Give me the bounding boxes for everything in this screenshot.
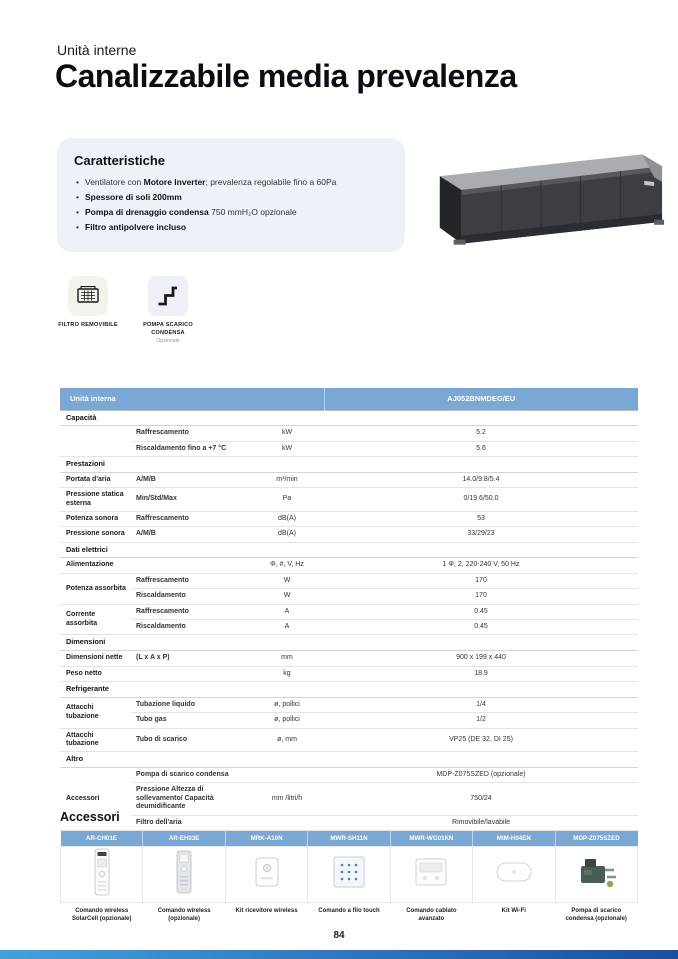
spec-value: Rimovibile/lavabile xyxy=(324,815,638,830)
spec-value: 170 xyxy=(324,589,638,604)
badge-label: POMPA SCARICO CONDENSA xyxy=(143,322,193,337)
accessory-caption: Kit ricevitore wireless xyxy=(235,907,298,914)
accessory-caption: Comando a filo touch xyxy=(318,907,380,914)
spec-group-label: Dimensioni nette xyxy=(60,651,132,666)
spec-row xyxy=(60,472,638,487)
spec-table-body xyxy=(60,410,638,830)
spec-unit: W xyxy=(250,573,324,588)
spec-value: 170 xyxy=(324,573,638,588)
spec-row xyxy=(60,815,638,830)
spec-param-label: Tubo di scarico xyxy=(132,728,250,752)
spec-section-row xyxy=(60,410,638,426)
spec-param-label: Raffrescamento xyxy=(132,511,250,526)
spec-value: VP25 (DE 32, DI 25) xyxy=(324,728,638,752)
accessory-model: MWR-SH11N xyxy=(308,831,390,846)
spec-row xyxy=(60,666,638,681)
spec-section-label: Altro xyxy=(60,752,638,768)
spec-section-label: Prestazioni xyxy=(60,457,638,473)
spec-table xyxy=(60,388,638,831)
accessory-model: MIM-H04EN xyxy=(473,831,555,846)
spec-param-label: Tubazione liquido xyxy=(132,697,250,712)
accessory-model: MDP-Z075SZED xyxy=(555,831,637,846)
spec-param-label: Pompa di scarico condensa xyxy=(132,768,250,783)
accessory-image-row xyxy=(61,846,638,902)
feature-badge xyxy=(137,276,199,344)
feature-badge xyxy=(57,276,119,344)
remote-solarcell-icon xyxy=(61,846,143,902)
spec-param-label: Riscaldamento xyxy=(132,589,250,604)
spec-row xyxy=(60,620,638,635)
spec-section-label: Dimensioni xyxy=(60,635,638,651)
footer-bar xyxy=(0,950,678,959)
spec-param-label: Raffrescamento xyxy=(132,426,250,441)
spec-unit: A xyxy=(250,604,324,619)
spec-section-row xyxy=(60,457,638,473)
spec-section-row xyxy=(60,752,638,768)
spec-param-label: Pressione Altezza di sollevamento/ Capacità deumidificante xyxy=(132,783,250,815)
spec-param-label: Tubo gas xyxy=(132,713,250,728)
spec-group-label: Potenza assorbita xyxy=(60,573,132,604)
spec-header-model: AJ052BNMDEG/EU xyxy=(324,388,638,410)
spec-param-label: Riscaldamento fino a +7 °C xyxy=(132,441,250,456)
spec-row xyxy=(60,783,638,815)
spec-row xyxy=(60,768,638,783)
spec-group-label: Attacchi tubazione xyxy=(60,697,132,728)
drain-pump-icon xyxy=(555,846,637,902)
spec-unit: ø, pollici xyxy=(250,713,324,728)
spec-unit: ø, mm xyxy=(250,728,324,752)
spec-row xyxy=(60,651,638,666)
badge-label: FILTRO REMOVIBILE xyxy=(58,322,118,328)
accessories-heading: Accessori xyxy=(60,810,120,824)
spec-value: 1/2 xyxy=(324,713,638,728)
accessory-model: AR-EH03E xyxy=(143,831,225,846)
feature-list xyxy=(74,177,388,233)
spec-unit: W xyxy=(250,589,324,604)
spec-row xyxy=(60,713,638,728)
spec-unit: kW xyxy=(250,441,324,456)
spec-unit: kg xyxy=(250,666,324,681)
spec-value: 33/29/23 xyxy=(324,527,638,542)
accessory-caption: Kit Wi-Fi xyxy=(501,907,526,914)
page-title: Canalizzabile media prevalenza xyxy=(55,58,517,94)
spec-group-label: Pressione statica esterna xyxy=(60,488,132,512)
spec-unit: Pa xyxy=(250,488,324,512)
spec-unit: kW xyxy=(250,426,324,441)
touch-controller-icon xyxy=(308,846,390,902)
spec-param-label: Raffrescamento xyxy=(132,604,250,619)
spec-value: 0/19.6/50.0 xyxy=(324,488,638,512)
filter-removable-icon xyxy=(68,276,108,316)
spec-row xyxy=(60,728,638,752)
spec-param-label: A/M/B xyxy=(132,472,250,487)
spec-group-label xyxy=(60,426,132,457)
spec-param-label xyxy=(132,558,250,573)
ducted-unit-illustration xyxy=(410,140,668,254)
spec-group-label: Portata d'aria xyxy=(60,472,132,487)
accessory-caption: Pompa di scarico condensa (opzionale) xyxy=(565,907,627,922)
spec-unit: Φ, #, V, Hz xyxy=(250,558,324,573)
spec-unit xyxy=(250,815,324,830)
spec-unit: dB(A) xyxy=(250,511,324,526)
spec-row xyxy=(60,589,638,604)
accessory-model-row xyxy=(61,831,638,846)
remote-wireless-icon xyxy=(143,846,225,902)
spec-header-label: Unità interna xyxy=(60,388,324,410)
spec-row xyxy=(60,426,638,441)
spec-value: 5.2 xyxy=(324,426,638,441)
spec-header-row xyxy=(60,388,638,410)
spec-param-label: Riscaldamento xyxy=(132,620,250,635)
spec-row xyxy=(60,573,638,588)
spec-param-label: A/M/B xyxy=(132,527,250,542)
spec-unit: A xyxy=(250,620,324,635)
wireless-receiver-icon xyxy=(225,846,307,902)
product-image xyxy=(410,140,668,254)
accessory-caption: Comando wireless SolarCell (opzionale) xyxy=(72,907,132,922)
spec-unit: mm xyxy=(250,651,324,666)
spec-section-label: Refrigerante xyxy=(60,681,638,697)
category-label: Unità interne xyxy=(57,42,137,58)
spec-value: 53 xyxy=(324,511,638,526)
spec-row xyxy=(60,511,638,526)
page-number: 84 xyxy=(333,930,345,941)
spec-group-label: Corrente assorbita xyxy=(60,604,132,635)
spec-param-label: (L x A x P) xyxy=(132,651,250,666)
spec-group-label: Accessori xyxy=(60,768,132,831)
spec-unit: mm /litri/h xyxy=(250,783,324,815)
spec-param-label xyxy=(132,666,250,681)
spec-value: 0.45 xyxy=(324,604,638,619)
spec-section-row xyxy=(60,542,638,558)
spec-row xyxy=(60,488,638,512)
spec-param-label: Filtro dell'aria xyxy=(132,815,250,830)
spec-unit: ø, pollici xyxy=(250,697,324,712)
accessory-model: AR-CH01E xyxy=(61,831,143,846)
spec-group-label: Attacchi tubazione xyxy=(60,728,132,752)
wired-controller-icon xyxy=(390,846,472,902)
features-panel xyxy=(57,138,405,252)
spec-unit: m³/min xyxy=(250,472,324,487)
spec-row xyxy=(60,697,638,712)
feature-item: • Spessore di soli 200mm xyxy=(74,192,388,203)
spec-param-label: Raffrescamento xyxy=(132,573,250,588)
spec-param-label: Min/Std/Max xyxy=(132,488,250,512)
spec-row xyxy=(60,604,638,619)
spec-group-label: Pressione sonora xyxy=(60,527,132,542)
spec-unit xyxy=(250,768,324,783)
spec-group-label: Peso netto xyxy=(60,666,132,681)
accessories-table xyxy=(60,831,638,923)
spec-value: 900 x 199 x 440 xyxy=(324,651,638,666)
feature-item: • Filtro antipolvere incluso xyxy=(74,222,388,233)
spec-value: 18.9 xyxy=(324,666,638,681)
spec-row xyxy=(60,527,638,542)
spec-group-label: Alimentazione xyxy=(60,558,132,573)
spec-value: MDP-Z075SZED (opzionale) xyxy=(324,768,638,783)
spec-row xyxy=(60,441,638,456)
spec-value: 0.45 xyxy=(324,620,638,635)
spec-unit: dB(A) xyxy=(250,527,324,542)
spec-section-label: Dati elettrici xyxy=(60,542,638,558)
badge-note: Opzionale xyxy=(156,338,180,345)
feature-item: • Ventilatore con Motore Inverter; prevalenza regolabile fino a 60Pa xyxy=(74,177,388,188)
spec-value: 1/4 xyxy=(324,697,638,712)
spec-section-row xyxy=(60,681,638,697)
wifi-kit-icon xyxy=(473,846,555,902)
spec-value: 14.0/9.8/5.4 xyxy=(324,472,638,487)
spec-section-label: Capacità xyxy=(60,410,638,426)
spec-value: 750/24 xyxy=(324,783,638,815)
feature-item: • Pompa di drenaggio condensa 750 mmH₂O opzionale xyxy=(74,207,388,218)
accessory-caption: Comando wireless (opzionale) xyxy=(157,907,211,922)
features-heading: Caratteristiche xyxy=(74,153,166,168)
accessory-caption: Comando cablato avanzato xyxy=(406,907,457,922)
spec-row xyxy=(60,558,638,573)
accessory-caption-row xyxy=(61,902,638,923)
condensate-pump-icon xyxy=(148,276,188,316)
badge-row xyxy=(57,276,199,344)
spec-group-label: Potenza sonora xyxy=(60,511,132,526)
accessory-model: MRK-A10N xyxy=(225,831,307,846)
spec-value: 1 Φ, 2, 220-240 V, 50 Hz xyxy=(324,558,638,573)
accessory-model: MWR-WG01KN xyxy=(390,831,472,846)
spec-section-row xyxy=(60,635,638,651)
spec-value: 5.6 xyxy=(324,441,638,456)
